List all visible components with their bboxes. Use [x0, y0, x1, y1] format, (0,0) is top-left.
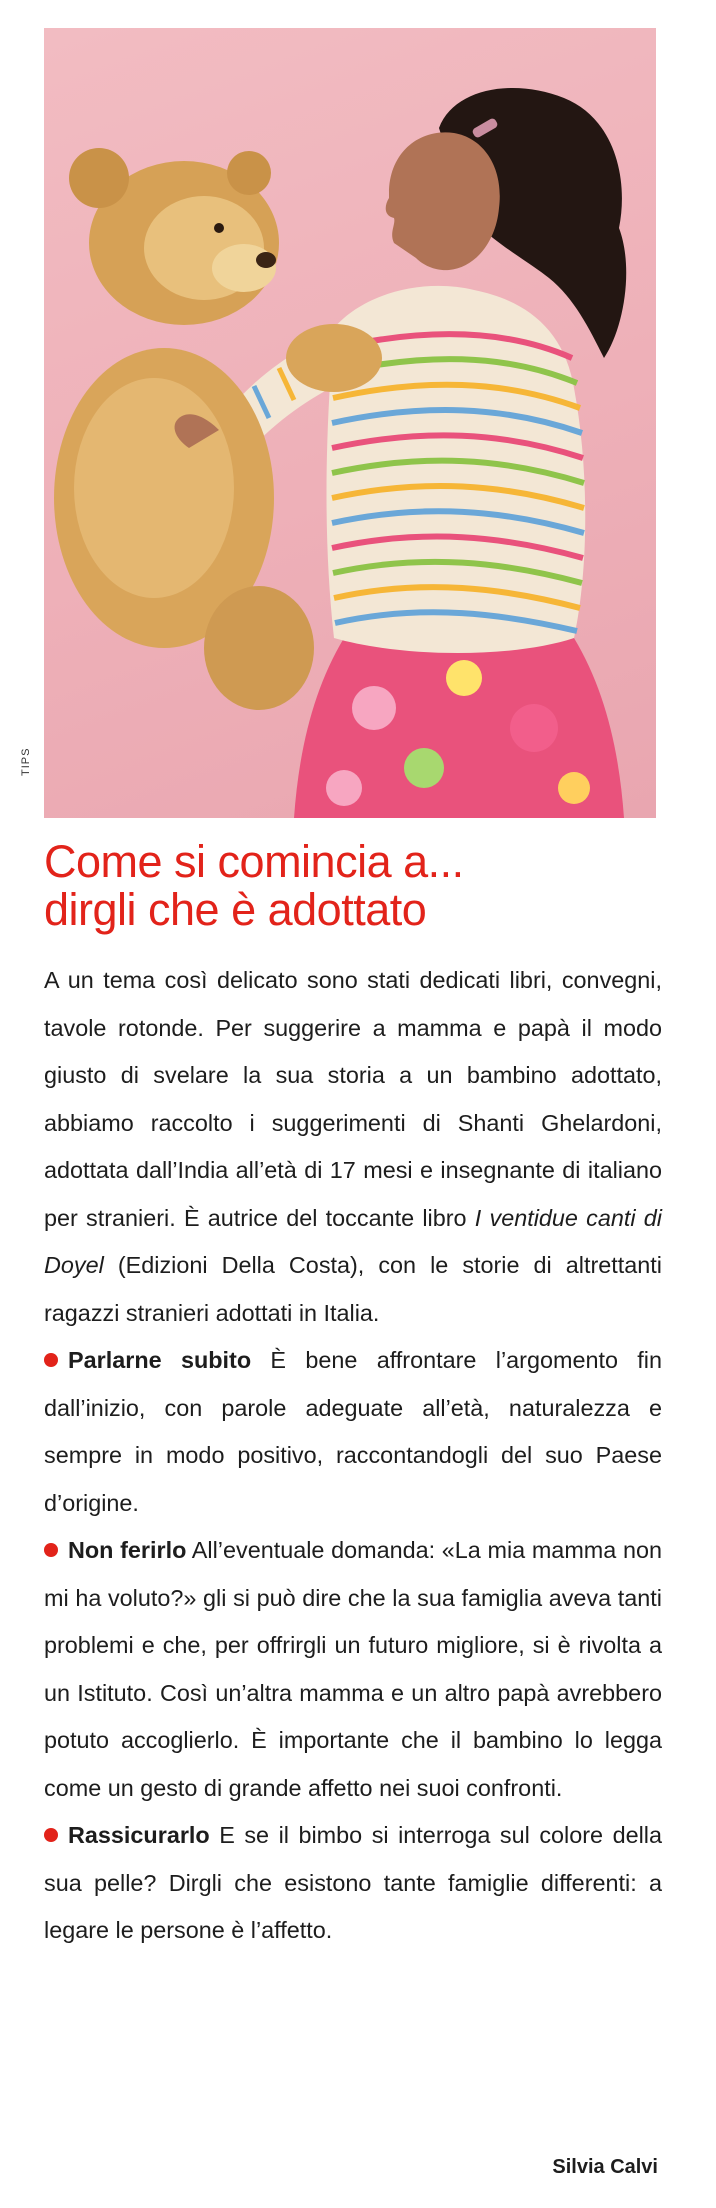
- tip-text: All’eventuale domanda: «La mia mamma non mi ha voluto?» gli si può dire che la sua famiglia aveva tanti problemi e che, per offrirgli un futuro migliore, si è rivolta a un Istituto. Così un’altra mamma e un altro papà avrebbero potuto accoglierlo. È importante che il bambino lo legga come un gesto di grande affetto nei suoi confronti.: [44, 1537, 662, 1801]
- intro-text-after: (Edizioni Della Costa), con le storie di altrettanti ragazzi stranieri adottati in Italia.: [44, 1252, 662, 1326]
- bullet-icon: [44, 1543, 58, 1557]
- tip-title: Parlarne subito: [68, 1347, 252, 1373]
- tip-title: Rassicurarlo: [68, 1822, 210, 1848]
- tip-paragraph: [44, 1527, 662, 1812]
- tip-text: È bene affrontare l’argomento fin dall’inizio, con parole adeguate all’età, naturalezza e sempre in modo positivo, raccontandogli del suo Paese d’origine.: [44, 1347, 662, 1516]
- bullet-icon: [44, 1353, 58, 1367]
- bullet-icon: [44, 1828, 58, 1842]
- photo-illustration: [44, 28, 656, 818]
- book-title: I ventidue canti di Doyel: [44, 1204, 663, 1278]
- tip-text: E se il bimbo si interroga sul colore della sua pelle? Dirgli che esistono tante famiglie differenti: a legare le persone è l’affetto.: [44, 1822, 662, 1943]
- headline-line-2: dirgli che è adottato: [44, 884, 427, 935]
- photo-credit: TIPS: [20, 747, 32, 776]
- article-body: [44, 957, 662, 1955]
- intro-paragraph: [44, 957, 662, 1337]
- article-headline: [44, 838, 684, 934]
- tip-paragraph: [44, 1812, 662, 1955]
- article-photo: [44, 28, 656, 818]
- headline-line-1: Come si comincia a...: [44, 836, 464, 887]
- tip-title: Non ferirlo: [68, 1537, 187, 1563]
- tip-paragraph: [44, 1337, 662, 1527]
- author-byline: Silvia Calvi: [552, 2156, 658, 2178]
- intro-text-before: A un tema così delicato sono stati dedicati libri, convegni, tavole rotonde. Per suggerire a mamma e papà il modo giusto di svelare la sua storia a un bambino adottato, abbiamo raccolto i suggerimenti di Shanti Ghelardoni, adottata dall’India all’età di 17 mesi e insegnante di italiano per stranieri. È autrice del toccante libro: [44, 967, 662, 1231]
